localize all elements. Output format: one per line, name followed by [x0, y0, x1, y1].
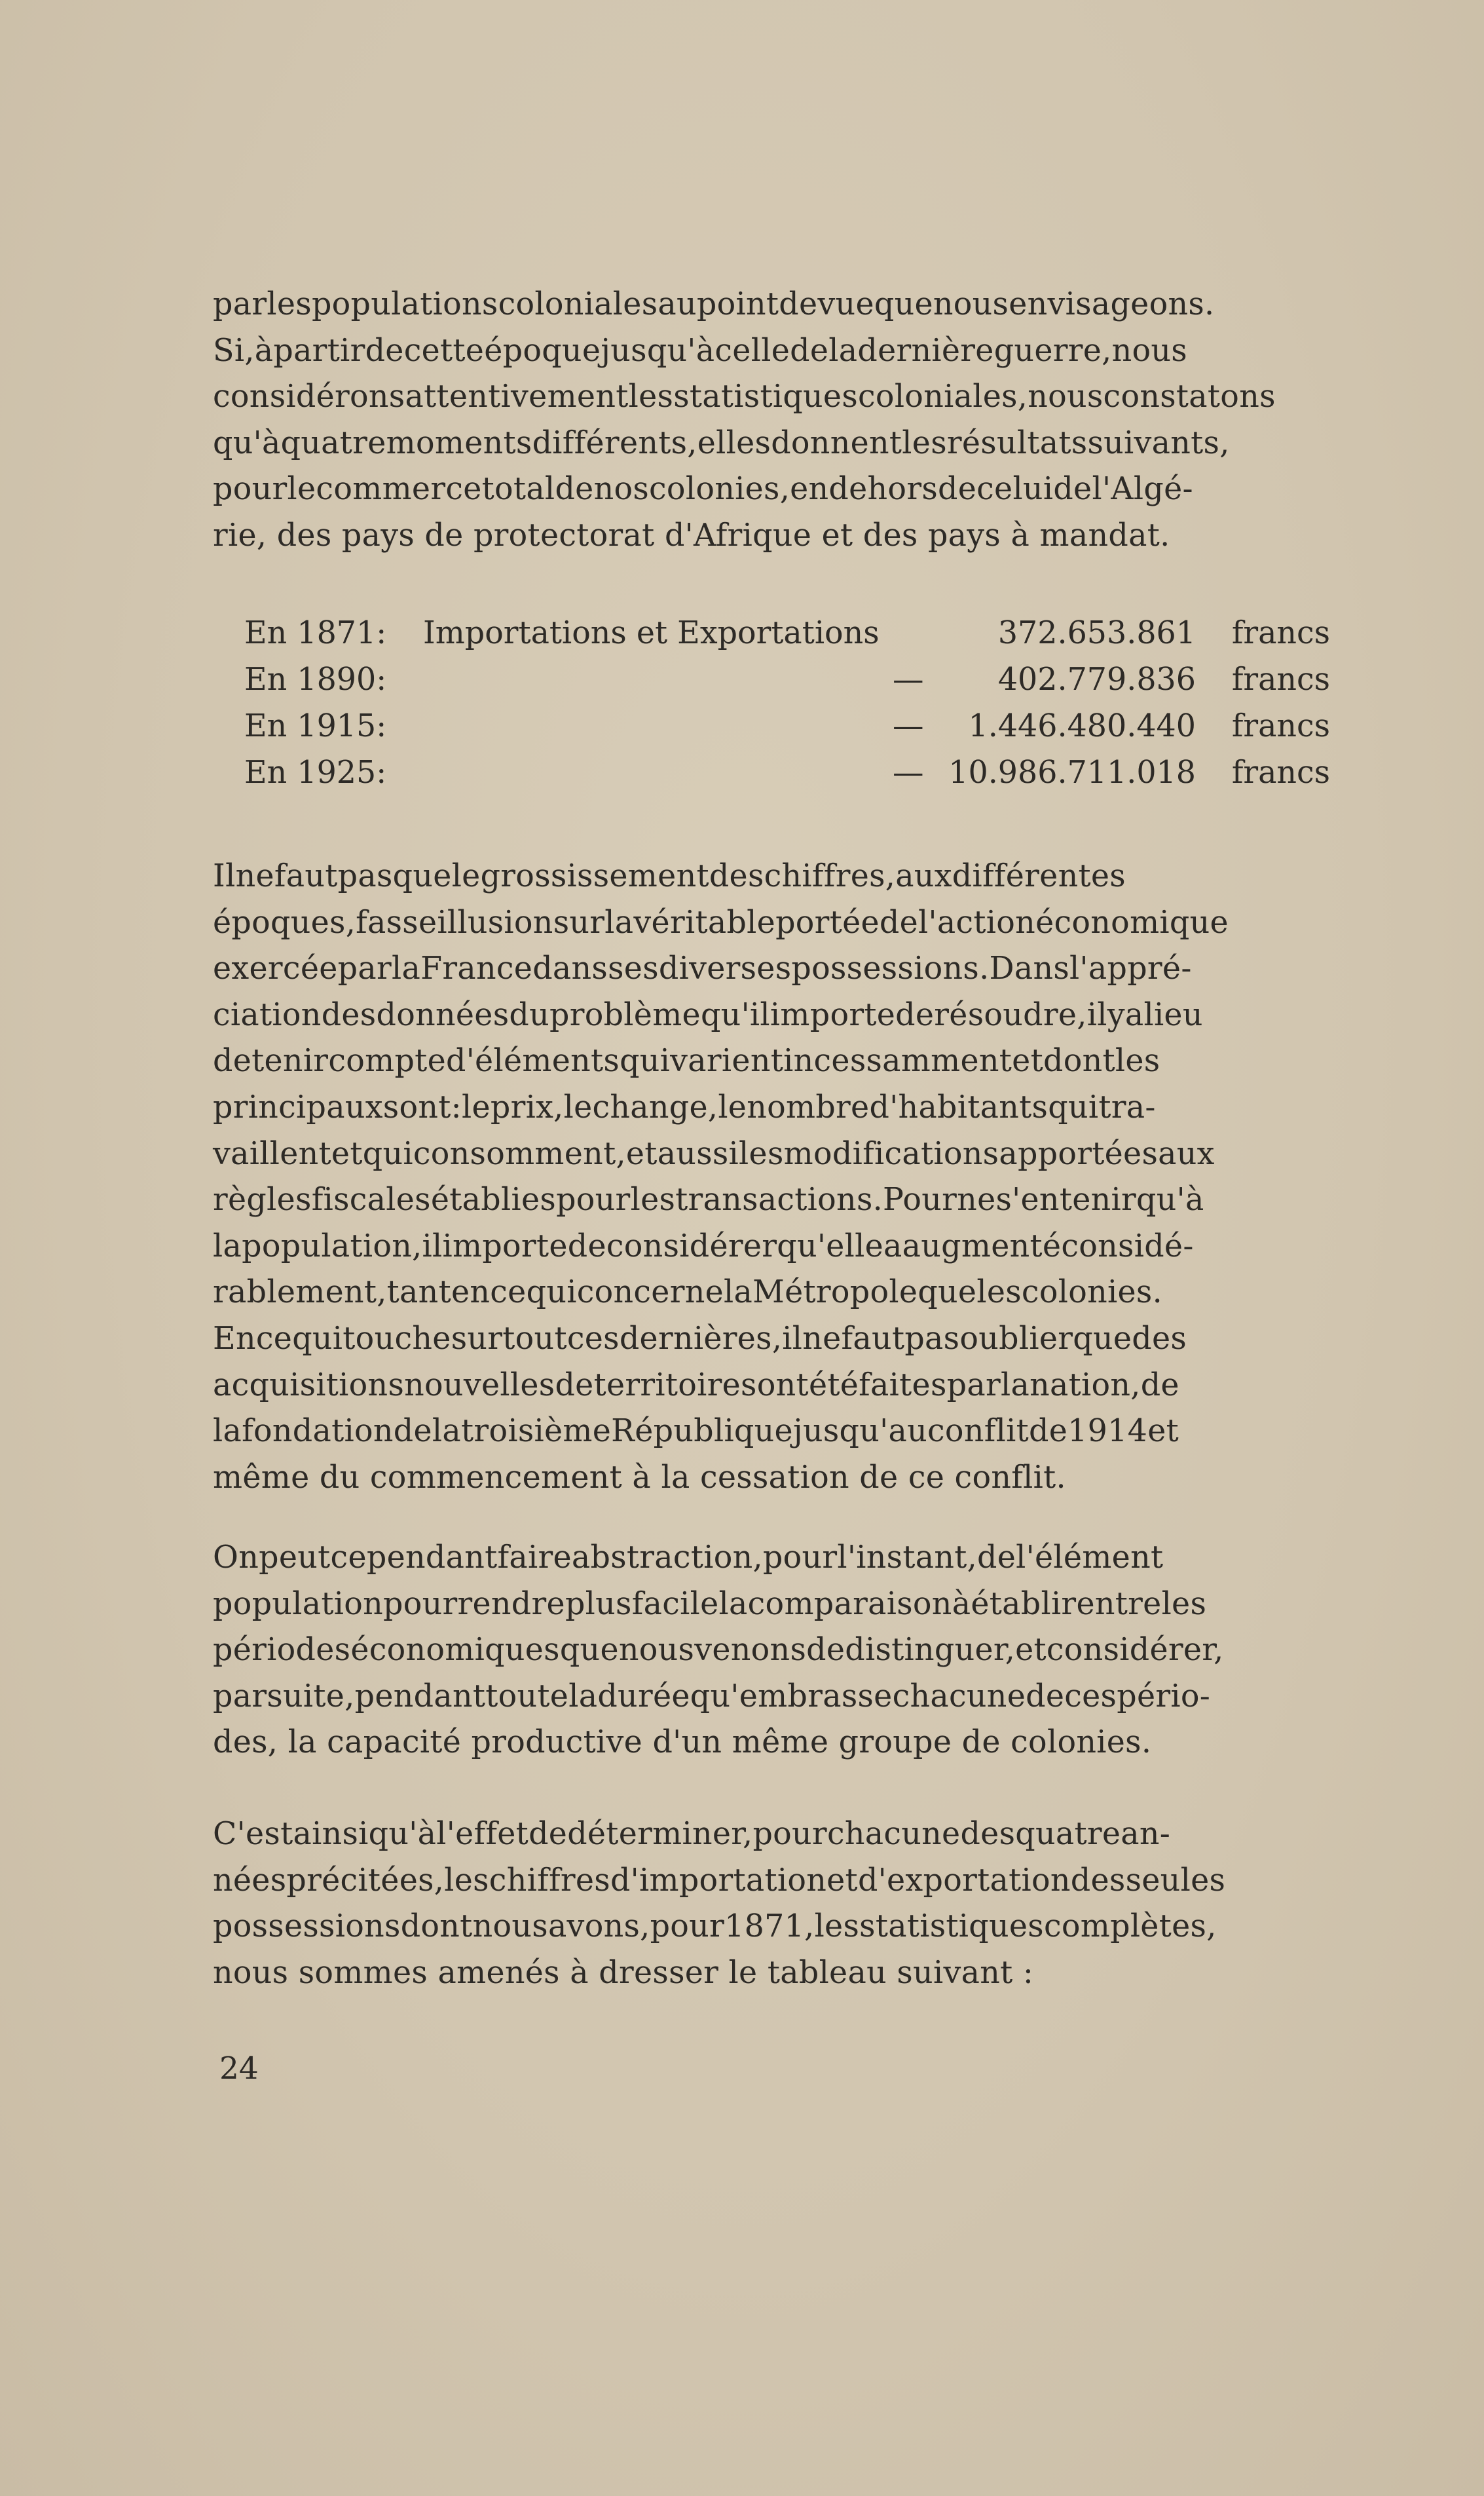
text-line: néesprécitées,leschiffresd'importationetd'exportationdesseules	[213, 1862, 1226, 1899]
paragraph-4	[213, 1811, 1372, 1996]
text-line: lapopulation,ilimportedeconsidérerqu'elleaaugmentéconsidé-	[213, 1228, 1194, 1264]
stats-year: En 1915:	[244, 708, 387, 744]
text-line: rablement,tantencequiconcernelaMétropolequelescolonies.	[213, 1274, 1162, 1311]
text-line: C'estainsiqu'àl'effetdedéterminer,pourchacunedesquatrean-	[213, 1816, 1171, 1852]
paragraph-2	[213, 854, 1372, 1501]
stats-amount: 372.653.861	[997, 615, 1196, 651]
text-line: périodeséconomiquesquenousvenonsdedistinguer,etconsidérer,	[213, 1632, 1224, 1669]
text-line: acquisitionsnouvellesdeterritoiresontétéfaitesparlanation,de	[213, 1367, 1179, 1403]
text-line: Onpeutcependantfaireabstraction,pourl'instant,del'élément	[213, 1540, 1164, 1576]
stats-amount: 1.446.480.440	[968, 708, 1196, 744]
stats-dash: —	[893, 708, 924, 744]
text-line: considéronsattentivementlesstatistiquescoloniales,nousconstatons	[213, 379, 1276, 415]
stats-row	[244, 703, 1330, 749]
stats-unit: francs	[1231, 708, 1330, 744]
trade-statistics-table	[244, 610, 1330, 796]
text-line: parsuite,pendanttouteladuréequ'embrassechacunedecespério-	[213, 1678, 1211, 1714]
text-line: des, la capacité productive d'un même groupe de colonies.	[213, 1724, 1152, 1761]
stats-row	[244, 610, 1330, 656]
text-line: principauxsont:leprix,lechange,lenombred'habitantsquitra-	[213, 1089, 1156, 1125]
text-line: Encequitouchesurtoutcesdernières,ilnefautpasoublierquedes	[213, 1320, 1187, 1357]
stats-unit: francs	[1231, 615, 1330, 651]
text-line: parlespopulationscolonialesaupointdevuequenousenvisageons.	[213, 286, 1215, 322]
text-line: exercéeparlaFrancedanssesdiversespossessions.Dansl'appré-	[213, 951, 1192, 987]
text-line: même du commencement à la cessation de ce conflit.	[213, 1459, 1066, 1496]
text-line: nous sommes amenés à dresser le tableau suivant :	[213, 1954, 1034, 1991]
stats-dash: —	[893, 755, 924, 791]
text-line: époques,fasseillusionsurlavéritableportéedel'actionéconomique	[213, 904, 1229, 941]
stats-amount: 10.986.711.018	[948, 755, 1196, 791]
paragraph-3	[213, 1535, 1372, 1766]
text-line: rie, des pays de protectorat d'Afrique et des pays à mandat.	[213, 517, 1170, 554]
stats-dash: —	[893, 662, 924, 698]
stats-year: En 1871:	[244, 615, 387, 651]
text-line: Si,àpartirdecetteépoquejusqu'àcelledeladernièreguerre,nous	[213, 332, 1187, 369]
stats-label: Importations et Exportations	[423, 615, 880, 651]
text-line: possessionsdontnousavons,pour1871,lesstatistiquescomplètes,	[213, 1908, 1217, 1945]
stats-row	[244, 656, 1330, 703]
paragraph-1	[213, 282, 1372, 559]
text-line: lafondationdelatroisièmeRépubliquejusqu'auconflitde1914et	[213, 1413, 1179, 1450]
stats-year: En 1890:	[244, 662, 387, 698]
stats-year: En 1925:	[244, 755, 387, 791]
stats-unit: francs	[1231, 662, 1330, 698]
text-line: pourlecommercetotaldenoscolonies,endehorsdeceluidel'Algé-	[213, 471, 1193, 508]
page-number: 24	[219, 2051, 259, 2087]
text-line: populationpourrendreplusfacilelacomparaisonàétablirentreles	[213, 1585, 1207, 1622]
stats-row	[244, 749, 1330, 796]
stats-amount: 402.779.836	[997, 662, 1196, 698]
text-line: qu'àquatremomentsdifférents,ellesdonnentlesrésultatssuivants,	[213, 425, 1230, 461]
text-line: vaillentetquiconsomment,etaussilesmodificationsapportéesaux	[213, 1135, 1215, 1172]
text-line: Ilnefautpasquelegrossissementdeschiffres,auxdifférentes	[213, 858, 1126, 894]
text-line: ciationdesdonnéesduproblèmequ'ilimportederésoudre,ilyalieu	[213, 996, 1203, 1033]
text-line: règlesfiscalesétabliespourlestransactions.Pournes'entenirqu'à	[213, 1182, 1204, 1219]
stats-unit: francs	[1231, 755, 1330, 791]
text-line: detenircompted'élémentsquivarientincessammentetdontles	[213, 1043, 1160, 1080]
